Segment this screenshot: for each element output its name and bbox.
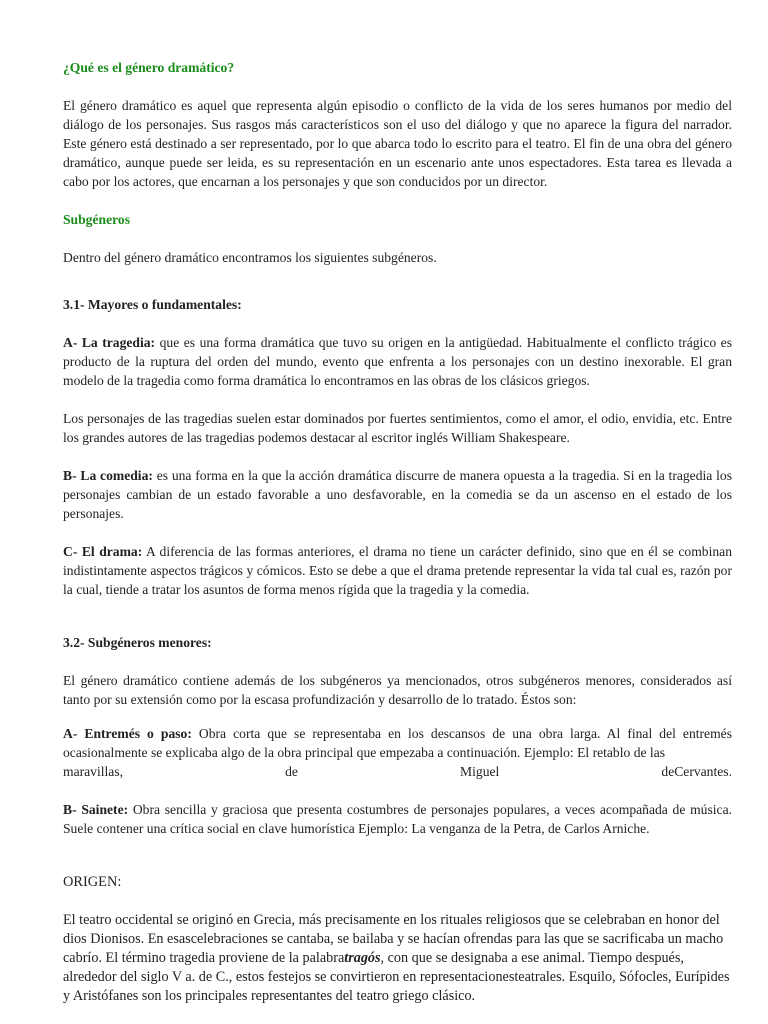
tragedia-personajes: Los personajes de las tragedias suelen estar dominados por fuertes sentimientos, como el amor, el odio, envidia, etc. Entre los grandes autores de las tragedias podemos destacar al escritor inglés William Shakespeare. bbox=[63, 411, 732, 445]
comedia-text: es una forma en la que la acción dramática discurre de manera opuesta a la tragedia. Si en la tragedia los personajes cambian de un estado favorable a uno desfavorable, en la comedia se da un ascenso en el estado de los personajes. bbox=[63, 468, 732, 521]
intro-paragraph: El género dramático es aquel que representa algún episodio o conflicto de la vida de los seres humanos por medio del diálogo de los personajes. Sus rasgos más característicos son el uso del diálogo y que no aparece la figura del narrador. Este género está destinado a ser representado, por lo que abarca todo lo escrito para el teatro. El fin de una obra del género dramático, aunque puede ser leida, es su representación en un escenario ante unos espectadores. Esta tarea es llevada a cabo por los actores, que encarnan a los personajes y que son conducidos por un director. bbox=[63, 98, 732, 189]
heading-mayores: 3.1- Mayores o fundamentales: bbox=[63, 297, 242, 312]
origen-text-2: , con que se designaba a ese animal. Tiempo después, alrededor del siglo V a. de C., estos festejos se convirtieron en representacionesteatrales. Esquilo, Sófocles, Eurípides y Aristófanes son los principales representantes del teatro griego clásico. bbox=[63, 950, 730, 1004]
menores-intro: El género dramático contiene además de los subgéneros ya mencionados, otros subgéneros menores, considerados así tanto por su extensión como por la escasa profundización y desarrollo de lo tratado. Éstos son: bbox=[63, 673, 732, 707]
tragedia-text: que es una forma dramática que tuvo su origen en la antigüedad. Habitualmente el conflicto trágico es producto de la ruptura del orden del mundo, evento que enfrenta a los personajes con un destino inexorable. El gran modelo de la tragedia como forma dramática lo encontramos en las obras de los clásicos griegos. bbox=[63, 335, 732, 388]
heading-subgeneros: Subgéneros bbox=[63, 212, 130, 227]
entremes-word: Miguel bbox=[460, 764, 500, 779]
entremes-word: de bbox=[285, 764, 298, 779]
origen-italic-word: tragós bbox=[344, 950, 381, 966]
sainete-paragraph bbox=[63, 800, 732, 838]
entremes-paragraph bbox=[63, 724, 732, 762]
drama-label: C- El drama: bbox=[63, 544, 143, 559]
heading-origen: ORIGEN: bbox=[63, 874, 122, 890]
entremes-text: Obra corta que se representaba en los descansos de una obra larga. Al final del entremés ocasionalmente se explicaba algo de la obra principal que empezaba a continuación. Ejemplo: El retablo de las bbox=[63, 726, 732, 760]
entremes-last-line bbox=[63, 762, 732, 781]
entremes-label: A- Entremés o paso: bbox=[63, 726, 192, 741]
heading-que-es: ¿Qué es el género dramático? bbox=[63, 60, 235, 75]
origen-paragraph bbox=[63, 911, 732, 1006]
origen-text-1: El teatro occidental se originó en Grecia, más precisamente en los rituales religiosos que se celebraban en honor del dios Dionisos. En esascelebraciones se cantaba, se bailaba y se hacían ofrendas para las que se sacrificaba un macho cabrío. El término tragedia proviene de la palabra bbox=[63, 912, 724, 966]
sainete-text: Obra sencilla y graciosa que presenta costumbres de personajes populares, a veces acompañada de música. Suele contener una crítica social en clave humorística Ejemplo: La venganza de la Petra, de Carlos Arniche. bbox=[63, 802, 732, 836]
tragedia-paragraph bbox=[63, 333, 732, 390]
entremes-word: maravillas, bbox=[63, 764, 124, 779]
drama-text: A diferencia de las formas anteriores, el drama no tiene un carácter definido, sino que en él se combinan indistintamente aspectos trágicos y cómicos. Esto se debe a que el drama pretende representar la vida tal cual es, razón por la cual, tiende a tratar los asuntos de forma menos rígida que la tragedia y la comedia. bbox=[63, 544, 732, 597]
tragedia-label: A- La tragedia: bbox=[63, 335, 156, 350]
comedia-paragraph bbox=[63, 466, 732, 523]
drama-paragraph bbox=[63, 542, 732, 599]
heading-menores: 3.2- Subgéneros menores: bbox=[63, 635, 212, 650]
sainete-label: B- Sainete: bbox=[63, 802, 129, 817]
entremes-word: deCervantes. bbox=[661, 764, 732, 779]
subgeneros-intro: Dentro del género dramático encontramos los siguientes subgéneros. bbox=[63, 250, 437, 265]
comedia-label: B- La comedia: bbox=[63, 468, 153, 483]
